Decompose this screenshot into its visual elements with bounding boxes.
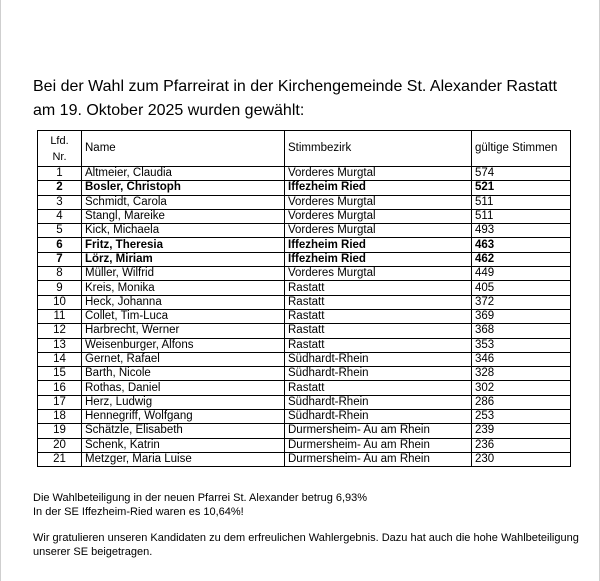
cell-name: Herz, Ludwig [82,395,285,409]
cell-bezirk: Südhardt-Rhein [285,367,472,381]
cell-stimmen: 405 [472,281,571,295]
cell-bezirk: Durmersheim- Au am Rhein [285,438,472,452]
table-row [38,195,571,209]
cell-name: Schätzle, Elisabeth [82,424,285,438]
cell-name: Heck, Johanna [82,295,285,309]
table-row [38,424,571,438]
cell-nr: 3 [38,195,82,209]
cell-stimmen: 353 [472,338,571,352]
turnout-total: Die Wahlbeteiligung in der neuen Pfarrei St. Alexander betrug 6,93% [33,492,368,504]
table-row [38,295,571,309]
cell-bezirk: Vorderes Murgtal [285,195,472,209]
cell-name: Stangl, Mareike [82,209,285,223]
cell-stimmen: 239 [472,424,571,438]
table-row [38,252,571,266]
cell-stimmen: 230 [472,452,571,466]
cell-nr: 2 [38,181,82,195]
notes-spacer [33,519,593,532]
cell-stimmen: 328 [472,367,571,381]
table-row [38,410,571,424]
cell-bezirk: Durmersheim- Au am Rhein [285,452,472,466]
cell-name: Altmeier, Claudia [82,167,285,181]
table-row [38,224,571,238]
table-header-row [38,131,571,167]
cell-stimmen: 521 [472,181,571,195]
cell-nr: 21 [38,452,82,466]
cell-stimmen: 346 [472,352,571,366]
cell-nr: 12 [38,324,82,338]
cell-bezirk: Rastatt [285,309,472,323]
title-line-1: Bei der Wahl zum Pfarreirat in der Kirchengemeinde St. Alexander Rastatt [33,78,558,95]
cell-nr: 1 [38,167,82,181]
cell-bezirk: Rastatt [285,324,472,338]
table-row [38,309,571,323]
table-row [38,338,571,352]
cell-name: Lörz, Miriam [82,252,285,266]
cell-nr: 6 [38,238,82,252]
cell-nr: 18 [38,410,82,424]
congratulations-line-1: Wir gratulieren unseren Kandidaten zu dem erfreulichen Wahlergebnis. Dazu hat auch die hohe Wahlbeteiligung [33,532,579,544]
cell-bezirk: Vorderes Murgtal [285,267,472,281]
table-row [38,167,571,181]
cell-nr: 4 [38,209,82,223]
cell-bezirk: Rastatt [285,338,472,352]
title-line-2: am 19. Oktober 2025 wurden gewählt: [33,102,305,119]
cell-name: Fritz, Theresia [82,238,285,252]
cell-nr: 7 [38,252,82,266]
cell-stimmen: 574 [472,167,571,181]
cell-bezirk: Iffezheim Ried [285,252,472,266]
cell-stimmen: 372 [472,295,571,309]
header-nr-line-2: Nr. [52,150,67,163]
cell-stimmen: 463 [472,238,571,252]
cell-name: Schmidt, Carola [82,195,285,209]
table-row [38,181,571,195]
table-row [38,238,571,252]
header-stimmen: gültige Stimmen [472,131,571,167]
cell-name: Müller, Wilfrid [82,267,285,281]
cell-name: Kreis, Monika [82,281,285,295]
cell-nr: 16 [38,381,82,395]
cell-nr: 15 [38,367,82,381]
cell-stimmen: 462 [472,252,571,266]
turnout-se: In der SE Iffezheim-Ried waren es 10,64%! [33,505,244,518]
cell-bezirk: Vorderes Murgtal [285,167,472,181]
cell-bezirk: Rastatt [285,381,472,395]
table-row [38,381,571,395]
header-nr [38,131,82,167]
cell-bezirk: Rastatt [285,281,472,295]
cell-stimmen: 368 [472,324,571,338]
header-name: Name [82,131,285,167]
cell-nr: 10 [38,295,82,309]
table-row [38,395,571,409]
table-body [38,167,571,467]
cell-stimmen: 449 [472,267,571,281]
cell-name: Collet, Tim-Luca [82,309,285,323]
cell-name: Rothas, Daniel [82,381,285,395]
table-row [38,267,571,281]
header-bezirk: Stimmbezirk [285,131,472,167]
cell-bezirk: Durmersheim- Au am Rhein [285,424,472,438]
table-row [38,281,571,295]
election-results-table [37,130,571,467]
cell-nr: 11 [38,309,82,323]
cell-nr: 20 [38,438,82,452]
cell-bezirk: Iffezheim Ried [285,238,472,252]
cell-name: Gernet, Rafael [82,352,285,366]
page-title [33,75,557,123]
cell-stimmen: 253 [472,410,571,424]
cell-bezirk: Südhardt-Rhein [285,395,472,409]
cell-nr: 9 [38,281,82,295]
cell-stimmen: 493 [472,224,571,238]
header-nr-line-1: Lfd. [50,134,69,147]
cell-name: Schenk, Katrin [82,438,285,452]
cell-name: Harbrecht, Werner [82,324,285,338]
cell-bezirk: Vorderes Murgtal [285,224,472,238]
cell-nr: 19 [38,424,82,438]
cell-name: Weisenburger, Alfons [82,338,285,352]
cell-name: Kick, Michaela [82,224,285,238]
cell-stimmen: 286 [472,395,571,409]
cell-bezirk: Rastatt [285,295,472,309]
cell-bezirk: Südhardt-Rhein [285,410,472,424]
congratulations-line-2: unserer SE beigetragen. [33,545,153,558]
notes-section [33,492,593,559]
cell-nr: 14 [38,352,82,366]
cell-nr: 17 [38,395,82,409]
cell-name: Hennegriff, Wolfgang [82,410,285,424]
cell-stimmen: 302 [472,381,571,395]
cell-stimmen: 236 [472,438,571,452]
cell-nr: 8 [38,267,82,281]
table-row [38,352,571,366]
cell-name: Barth, Nicole [82,367,285,381]
cell-stimmen: 369 [472,309,571,323]
cell-name: Metzger, Maria Luise [82,452,285,466]
cell-bezirk: Vorderes Murgtal [285,209,472,223]
cell-stimmen: 511 [472,195,571,209]
table-row [38,324,571,338]
table-row [38,367,571,381]
cell-nr: 13 [38,338,82,352]
cell-name: Bosler, Christoph [82,181,285,195]
cell-bezirk: Iffezheim Ried [285,181,472,195]
table-row [38,438,571,452]
cell-stimmen: 511 [472,209,571,223]
cell-bezirk: Südhardt-Rhein [285,352,472,366]
table-row [38,452,571,466]
cell-nr: 5 [38,224,82,238]
table-row [38,209,571,223]
